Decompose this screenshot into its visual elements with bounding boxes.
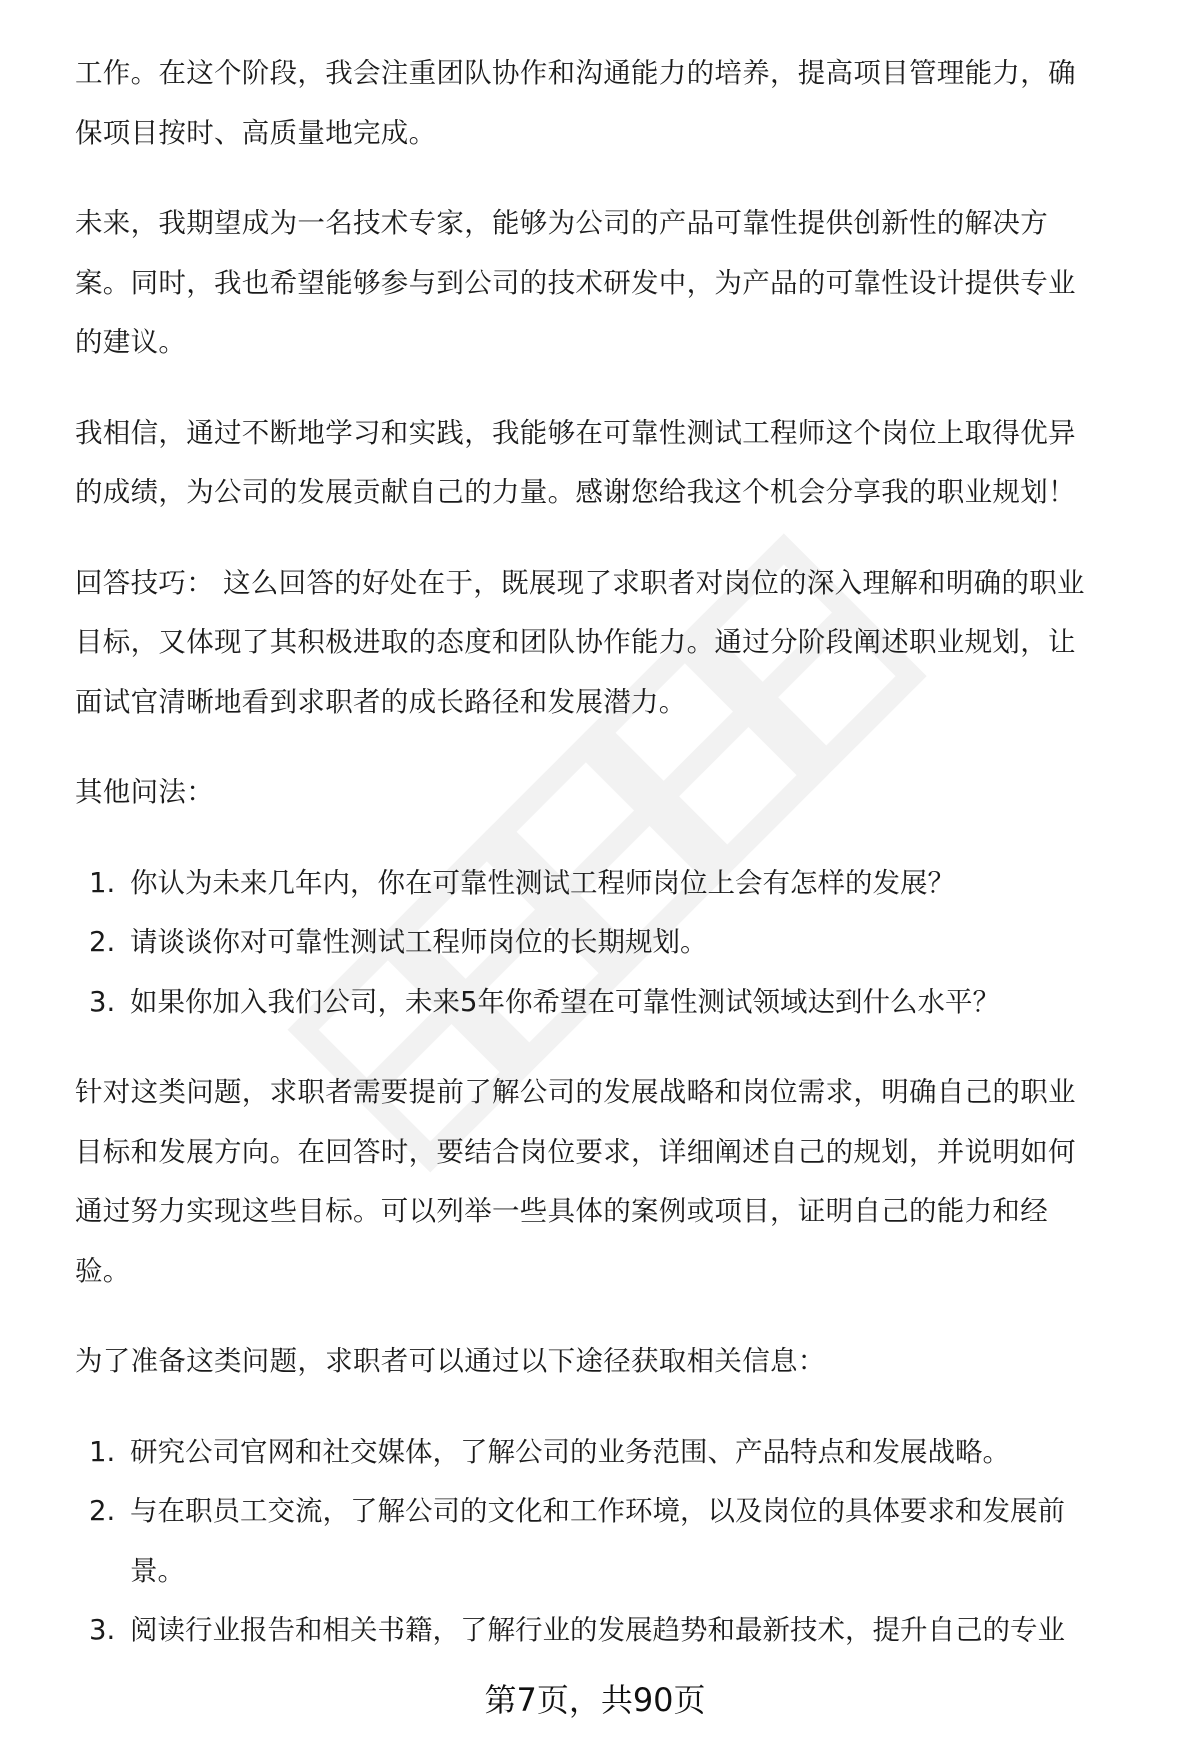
list-item-continuation: 景。	[130, 1554, 185, 1587]
paragraph-line: 目标，又体现了其积极进取的态度和团队协作能力。通过分阶段阐述职业规划，让	[75, 626, 1076, 658]
paragraph-line: 保项目按时、高质量地完成。	[75, 116, 437, 149]
paragraph-line: 面试官清晰地看到求职者的成长路径和发展潜力。	[75, 685, 687, 718]
list-item: 2. 与在职员工交流，了解公司的文化和工作环境，以及岗位的具体要求和发展前	[89, 1495, 1065, 1527]
page-number: 第7页，共90页	[484, 1681, 706, 1719]
paragraph-line: 的成绩，为公司的发展贡献自己的力量。感谢您给我这个机会分享我的职业规划！	[75, 476, 1076, 508]
paragraph-line: 目标和发展方向。在回答时，要结合岗位要求，详细阐述自己的规划，并说明如何	[75, 1135, 1076, 1168]
paragraph-line: 的建议。	[75, 326, 187, 358]
list-item: 1. 研究公司官网和社交媒体，了解公司的业务范围、产品特点和发展战略。	[89, 1435, 1010, 1468]
paragraph-line: 我相信，通过不断地学习和实践，我能够在可靠性测试工程师这个岗位上取得优异	[75, 416, 1076, 449]
list-item: 3. 如果你加入我们公司，未来5年你希望在可靠性测试领域达到什么水平？	[89, 985, 1000, 1018]
paragraph-line: 回答技巧： 这么回答的好处在于，既展现了求职者对岗位的深入理解和明确的职业	[75, 566, 1085, 599]
list-item: 1. 你认为未来几年内，你在可靠性测试工程师岗位上会有怎样的发展？	[89, 866, 955, 899]
paragraph-line: 未来，我期望成为一名技术专家，能够为公司的产品可靠性提供创新性的解决方	[75, 207, 1048, 239]
document-body	[75, 44, 1175, 1661]
paragraph-line: 为了准备这类问题，求职者可以通过以下途径获取相关信息：	[75, 1345, 826, 1377]
list-item: 2. 请谈谈你对可靠性测试工程师岗位的长期规划。	[89, 926, 708, 958]
alternative-questions-list	[75, 854, 1175, 1033]
list-item: 3. 阅读行业报告和相关书籍，了解行业的发展趋势和最新技术，提升自己的专业	[89, 1614, 1065, 1646]
paragraph-line: 工作。在这个阶段，我会注重团队协作和沟通能力的培养，提高项目管理能力，确	[75, 57, 1076, 89]
paragraph-line: 验。	[75, 1254, 131, 1287]
paragraph-line: 通过努力实现这些目标。可以列举一些具体的案例或项目，证明自己的能力和经	[75, 1195, 1048, 1227]
paragraph-line: 针对这类问题，求职者需要提前了解公司的发展战略和岗位需求，明确自己的职业	[75, 1076, 1076, 1108]
paragraph-line: 案。同时，我也希望能够参与到公司的技术研发中，为产品的可靠性设计提供专业	[75, 266, 1076, 299]
preparation-list	[75, 1423, 1175, 1661]
section-heading: 其他问法：	[75, 776, 214, 808]
